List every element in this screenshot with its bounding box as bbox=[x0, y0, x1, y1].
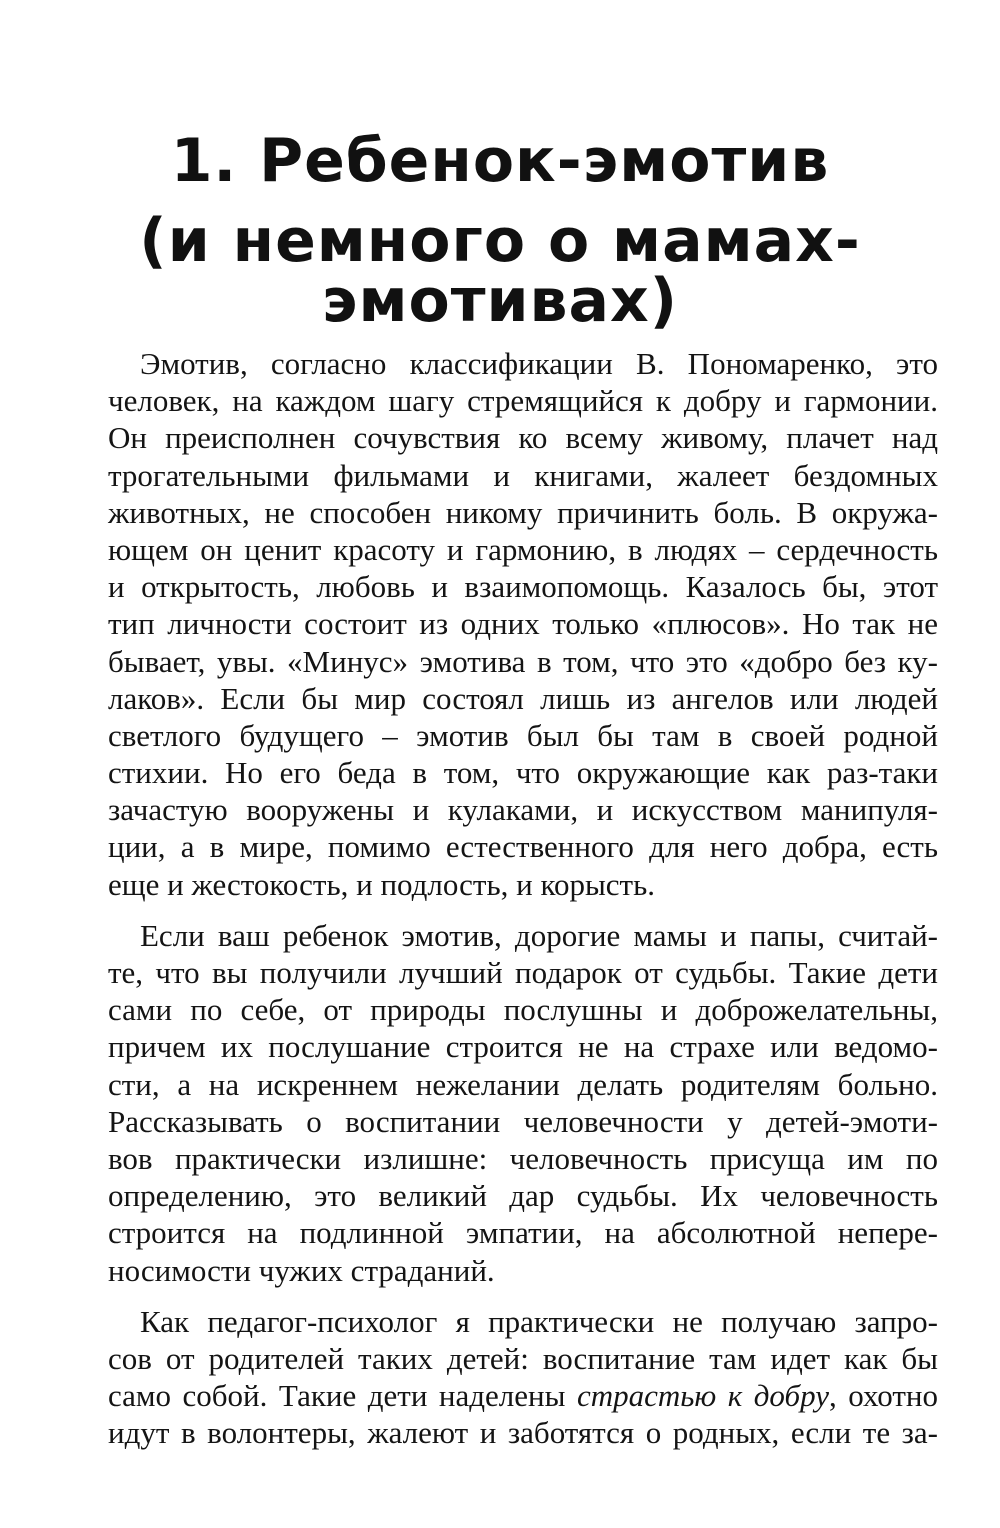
text-line: строится на подлинной эмпатии, на абсолютной непере- bbox=[108, 1215, 938, 1251]
paragraph-1 bbox=[108, 345, 938, 903]
paragraph-spacer bbox=[108, 903, 938, 917]
text-line: Как педагог-психолог я практически не получаю запро- bbox=[140, 1303, 938, 1339]
text-line: человек, на каждом шагу стремящийся к добру и гармонии. bbox=[108, 383, 938, 419]
text-line: тип личности состоит из одних только «плюсов». Но так не bbox=[108, 606, 938, 642]
text-line: сти, а на искреннем нежелании делать родителям больно. bbox=[108, 1066, 938, 1102]
text-line: идут в волонтеры, жалеют и заботятся о родных, если те за- bbox=[108, 1415, 938, 1451]
text-line: ции, а в мире, помимо естественного для него добра, есть bbox=[108, 829, 938, 865]
emphasized-phrase: страстью к добру bbox=[576, 1378, 829, 1414]
text-line: причем их послушание строится не на страхе или ведомо- bbox=[108, 1029, 938, 1065]
text-line: вов практически излишне: человечность присуща им по bbox=[108, 1140, 938, 1176]
paragraph-spacer bbox=[108, 1289, 938, 1303]
text-line: носимости чужих страданий. bbox=[108, 1252, 495, 1288]
text-line: животных, не способен никому причинить боль. В окружа- bbox=[108, 494, 938, 530]
text-line bbox=[108, 1377, 938, 1414]
paragraph-3 bbox=[108, 1303, 938, 1452]
text-line: стихии. Но его беда в том, что окружающие как раз-таки bbox=[108, 755, 938, 791]
text-line: и открытость, любовь и взаимопомощь. Казалось бы, этот bbox=[108, 569, 938, 605]
text-line: сами по себе, от природы послушны и доброжелательны, bbox=[108, 992, 938, 1028]
text-line: еще и жестокость, и подлость, и корысть. bbox=[108, 866, 655, 902]
text-line: сов от родителей таких детей: воспитание там идет как бы bbox=[108, 1340, 938, 1376]
body-text bbox=[108, 345, 938, 1451]
text-line: ющем он ценит красоту и гармонию, в людях – сердечность bbox=[108, 531, 938, 567]
paragraph-2 bbox=[108, 917, 938, 1289]
text-line: бывает, увы. «Минус» эмотива в том, что это «добро без ку- bbox=[108, 643, 938, 679]
text-line: светлого будущего – эмотив был бы там в своей родной bbox=[108, 717, 938, 753]
text-line: Он преисполнен сочувствия ко всему живому, плачет над bbox=[108, 420, 938, 456]
text-line: Рассказывать о воспитании человечности у детей-эмоти- bbox=[108, 1103, 938, 1139]
text-run: само собой. Такие дети наделены bbox=[108, 1378, 577, 1414]
text-line: те, что вы получили лучший подарок от судьбы. Такие дети bbox=[108, 955, 938, 990]
text-line: Эмотив, согласно классификации В. Пономаренко, это bbox=[140, 346, 938, 381]
text-line: трогательными фильмами и книгами, жалеет бездомных bbox=[108, 457, 938, 493]
text-line: определению, это великий дар судьбы. Их человечность bbox=[108, 1178, 938, 1214]
chapter-title: 1. Ребенок-эмотив bbox=[170, 126, 830, 196]
text-line: Если ваш ребенок эмотив, дорогие мамы и папы, считай- bbox=[140, 917, 938, 953]
text-line: зачастую вооружены и кулаками, и искусством манипуля- bbox=[108, 792, 938, 828]
text-line: лаков». Если бы мир состоял лишь из ангелов или людей bbox=[108, 680, 938, 716]
chapter-subtitle: (и немного о мамах-эмотивах) bbox=[139, 206, 861, 336]
text-run: , охотно bbox=[828, 1378, 939, 1414]
